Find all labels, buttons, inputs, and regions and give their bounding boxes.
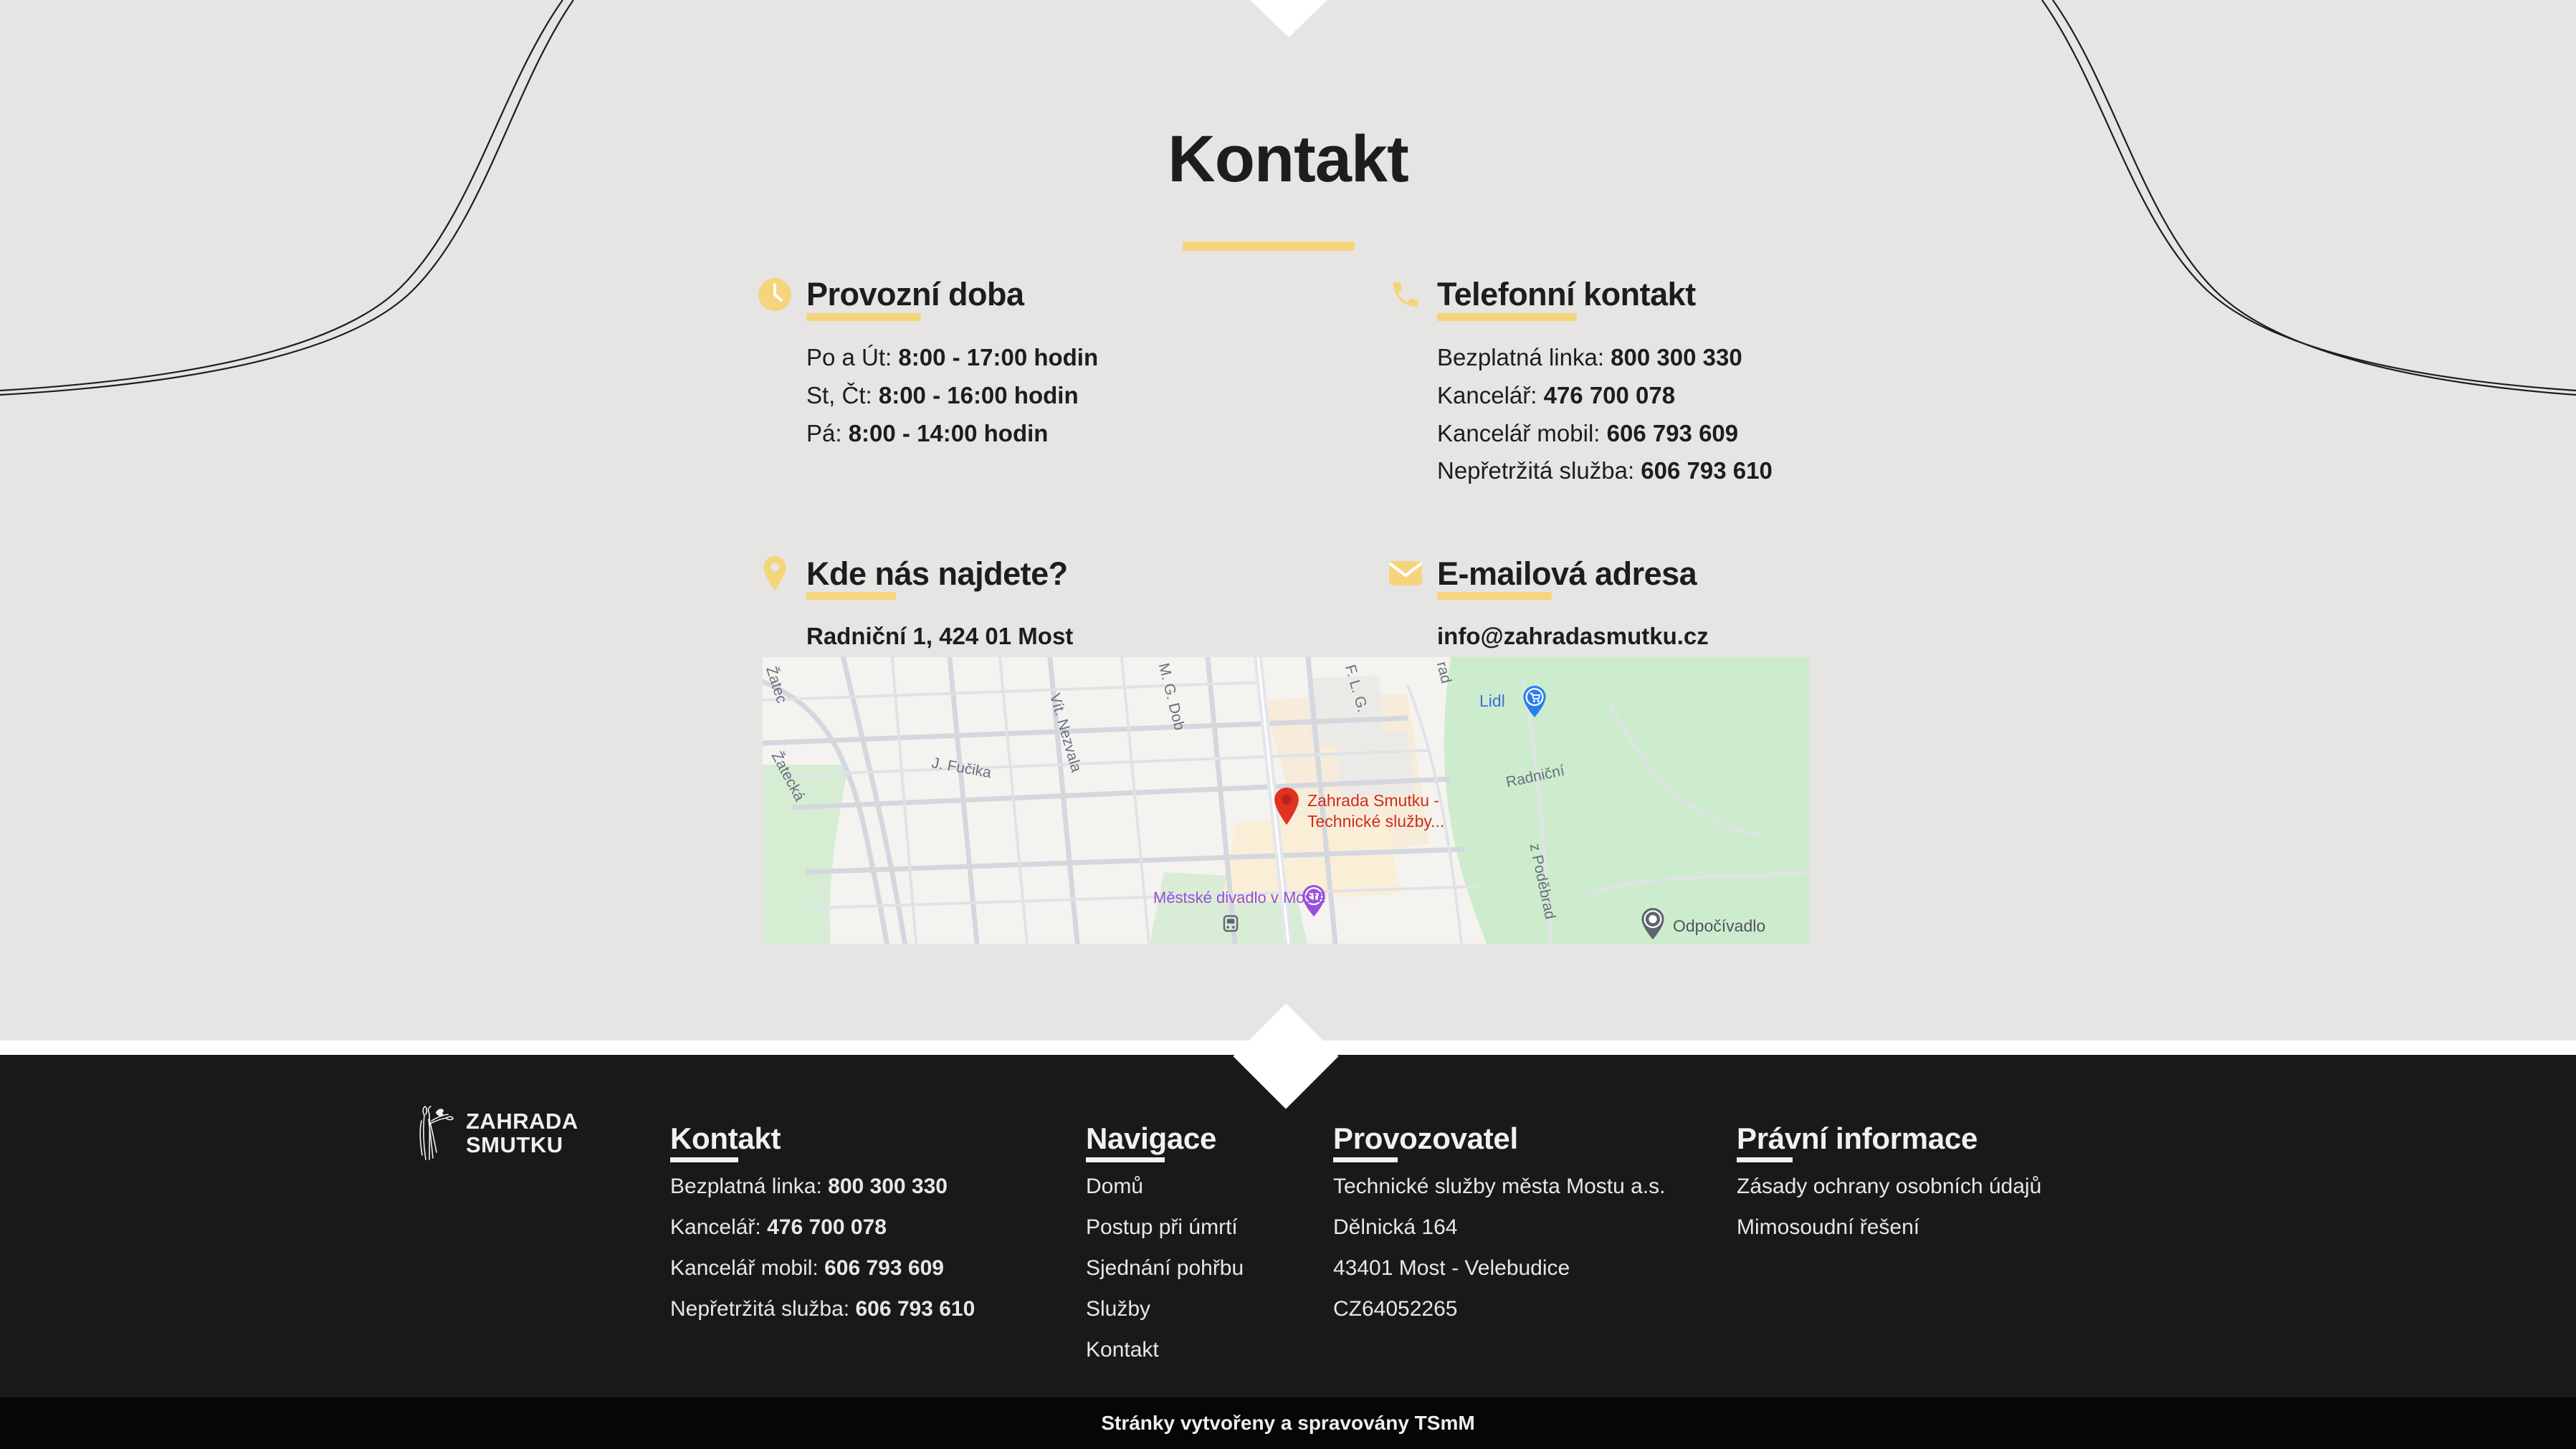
address-text: Radniční 1, 424 01 Most bbox=[806, 623, 1074, 650]
footer-column-navigace bbox=[1086, 1122, 1244, 1380]
footer-column-heading: Navigace bbox=[1086, 1122, 1217, 1155]
flower-butterfly-icon bbox=[414, 1105, 454, 1161]
decorative-curve-right bbox=[2003, 0, 2576, 401]
operating-hours-list bbox=[756, 339, 1387, 452]
footer-legal-link[interactable]: Mimosoudní řešení bbox=[1737, 1215, 1920, 1239]
map-street-label: z Poděbrad bbox=[1526, 842, 1559, 921]
logo-line-1: ZAHRADA bbox=[466, 1108, 578, 1134]
block-title-underline bbox=[806, 592, 896, 600]
map-street-label: M. G. Dob bbox=[1155, 661, 1188, 732]
hours-line: St, Čt: 8:00 - 16:00 hodin bbox=[806, 381, 1079, 408]
block-phone-contact bbox=[1387, 276, 1831, 490]
logo-text bbox=[466, 1109, 578, 1157]
block-header bbox=[756, 276, 1387, 313]
map-destination-label-line1: Zahrada Smutku - bbox=[1307, 791, 1440, 810]
top-notch bbox=[1250, 0, 1327, 37]
phone-line: Kancelář mobil: 606 793 609 bbox=[1437, 419, 1739, 446]
contact-row-top bbox=[756, 276, 1831, 490]
footer-nav-link[interactable]: Služby bbox=[1086, 1297, 1151, 1321]
phone-line: Bezplatná linka: 800 300 330 bbox=[1437, 344, 1742, 370]
block-header bbox=[1387, 555, 1831, 592]
footer-column-heading: Kontakt bbox=[670, 1122, 781, 1155]
map-poi-label: Městské divadlo v Mostě bbox=[1153, 889, 1326, 907]
hours-line: Po a Út: 8:00 - 17:00 hodin bbox=[806, 344, 1099, 370]
page-title: Kontakt bbox=[1168, 123, 1408, 196]
map-pin-icon bbox=[756, 555, 793, 592]
footer-column-heading: Právní informace bbox=[1737, 1122, 1978, 1155]
footer-list-item[interactable]: Kancelář mobil: 606 793 609 bbox=[670, 1256, 944, 1280]
block-title: Kde nás najdete? bbox=[806, 555, 1068, 592]
logo-line-2: SMUTKU bbox=[466, 1132, 563, 1157]
phone-line: Kancelář: 476 700 078 bbox=[1437, 381, 1676, 408]
map-bus-stop-icon bbox=[1221, 914, 1246, 944]
phone-line: Nepřetržitá služba: 606 793 610 bbox=[1437, 457, 1773, 484]
map-destination-label-line2: Technické služby... bbox=[1307, 812, 1445, 831]
heading-underline bbox=[1737, 1157, 1793, 1162]
map-poi-label: Lidl bbox=[1479, 692, 1505, 710]
block-location bbox=[756, 555, 1387, 656]
block-operating-hours bbox=[756, 276, 1387, 490]
block-header bbox=[1387, 276, 1831, 313]
contact-info-grid bbox=[756, 276, 1831, 656]
bottom-bar-text: Stránky vytvořeny a spravovány TSmM bbox=[1101, 1412, 1475, 1434]
map-destination-pin[interactable] bbox=[1273, 788, 1300, 825]
map-poi-lidl-icon[interactable] bbox=[1522, 686, 1547, 717]
block-title-underline bbox=[1437, 592, 1552, 600]
heading-underline bbox=[1333, 1157, 1398, 1162]
footer-column-kontakt bbox=[670, 1122, 975, 1339]
footer-list-item: 43401 Most - Velebudice bbox=[1333, 1256, 1570, 1280]
heading-underline bbox=[670, 1157, 738, 1162]
footer-list-item[interactable]: Bezplatná linka: 800 300 330 bbox=[670, 1175, 948, 1198]
footer-logo[interactable] bbox=[414, 1105, 578, 1161]
map-poi-rest-area-icon[interactable] bbox=[1641, 908, 1665, 939]
footer-list-item[interactable]: Kancelář: 476 700 078 bbox=[670, 1215, 887, 1239]
block-title-underline bbox=[1437, 313, 1577, 321]
hours-line: Pá: 8:00 - 14:00 hodin bbox=[806, 419, 1049, 446]
footer-column-pravni-informace bbox=[1737, 1122, 2041, 1258]
block-header bbox=[756, 555, 1387, 592]
bottom-bar bbox=[0, 1397, 2576, 1449]
footer-column-provozovatel bbox=[1333, 1122, 1666, 1339]
footer-list-item: Dělnická 164 bbox=[1333, 1215, 1458, 1239]
block-title: Telefonní kontakt bbox=[1437, 276, 1696, 313]
map-poi-label: Odpočívadlo bbox=[1673, 917, 1766, 935]
block-title: Provozní doba bbox=[806, 276, 1024, 313]
footer-nav-link[interactable]: Domů bbox=[1086, 1175, 1144, 1198]
map-street-label: Žatec bbox=[763, 664, 791, 706]
location-map[interactable] bbox=[763, 657, 1809, 944]
title-underline bbox=[1183, 242, 1355, 251]
map-street-label: Radniční bbox=[1504, 762, 1566, 791]
footer-column-heading: Provozovatel bbox=[1333, 1122, 1518, 1155]
email-address[interactable]: info@zahradasmutku.cz bbox=[1437, 623, 1709, 650]
footer-legal-link[interactable]: Zásady ochrany osobních údajů bbox=[1737, 1175, 2042, 1198]
footer-list-item: CZ64052265 bbox=[1333, 1297, 1458, 1321]
block-title: E-mailová adresa bbox=[1437, 555, 1697, 592]
phone-icon bbox=[1387, 276, 1424, 313]
map-street-label: rad bbox=[1433, 660, 1455, 686]
block-title-underline bbox=[806, 313, 921, 321]
map-street-label: Vít. Nezvala bbox=[1046, 692, 1085, 775]
clock-icon bbox=[756, 276, 793, 313]
block-email bbox=[1387, 555, 1831, 656]
footer-list-item[interactable]: Nepřetržitá služba: 606 793 610 bbox=[670, 1297, 975, 1321]
decorative-curve-left bbox=[0, 0, 645, 401]
phone-list bbox=[1387, 339, 1831, 490]
map-street-label: F. L. G. bbox=[1341, 663, 1371, 714]
footer-nav-link[interactable]: Sjednání pohřbu bbox=[1086, 1256, 1244, 1280]
footer-nav-link[interactable]: Postup při úmrtí bbox=[1086, 1215, 1238, 1239]
map-street-label: Žatecká bbox=[768, 749, 808, 804]
heading-underline bbox=[1086, 1157, 1165, 1162]
map-street-label: J. Fučika bbox=[930, 755, 993, 782]
envelope-icon bbox=[1387, 555, 1424, 592]
contact-row-bottom bbox=[756, 555, 1831, 656]
footer-list-item: Technické služby města Mostu a.s. bbox=[1333, 1175, 1666, 1198]
footer-nav-link[interactable]: Kontakt bbox=[1086, 1338, 1159, 1362]
